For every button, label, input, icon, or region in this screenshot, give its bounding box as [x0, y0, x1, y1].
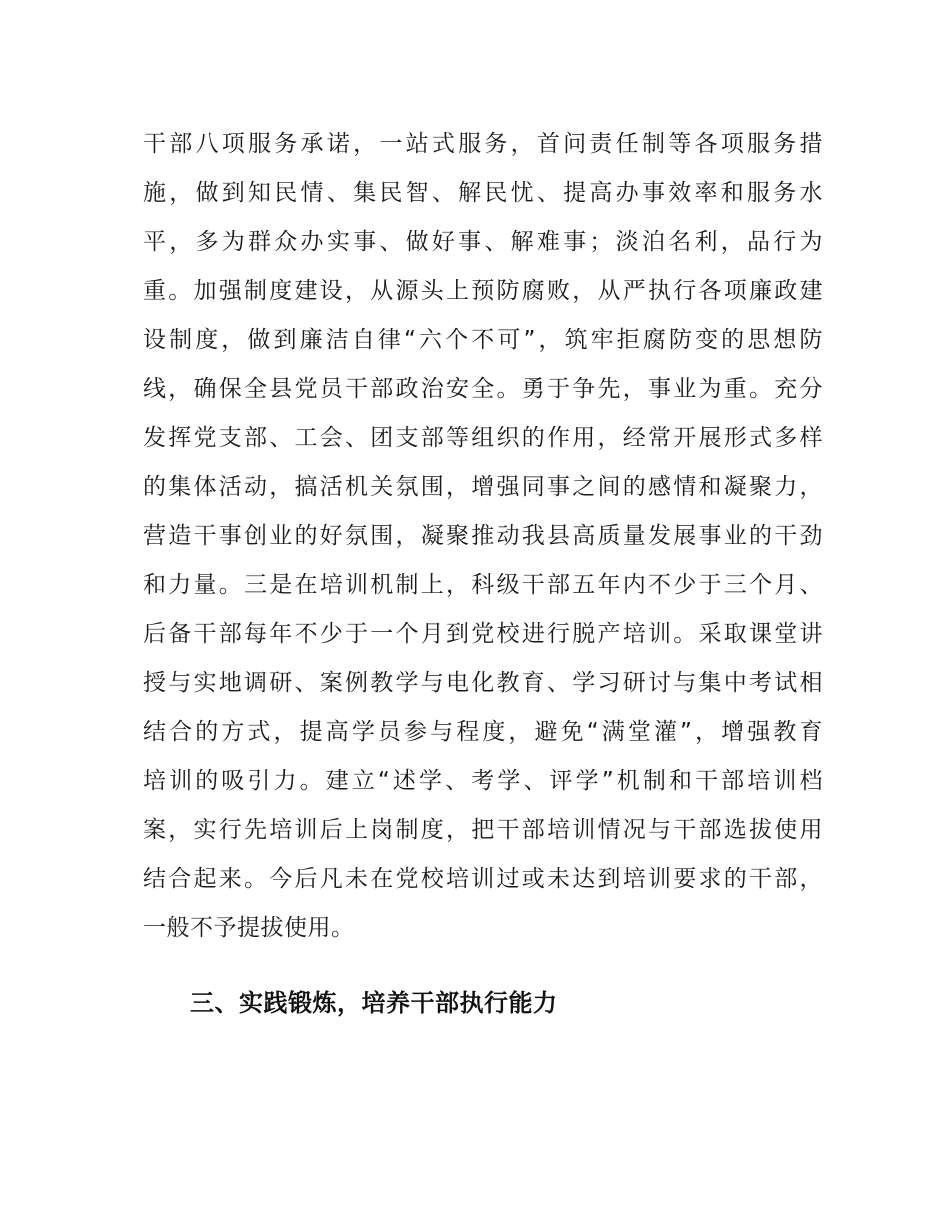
text-line: 后备干部每年不少于一个月到党校进行脱产培训。采取课堂讲 [143, 621, 823, 647]
text-line: 培训的吸引力。建立“述学、考学、评学”机制和干部培训档 [143, 768, 823, 794]
text-line: 和力量。三是在培训机制上，科级干部五年内不少于三个月、 [143, 572, 823, 598]
text-line: 的集体活动，搞活机关氛围，增强同事之间的感情和凝聚力， [143, 474, 823, 500]
text-line: 干部八项服务承诺，一站式服务，首问责任制等各项服务措 [143, 131, 823, 157]
text-line: 施，做到知民情、集民智、解民忧、提高办事效率和服务水 [143, 180, 823, 206]
text-line: 线，确保全县党员干部政治安全。勇于争先，事业为重。充分 [143, 376, 823, 402]
text-line: 授与实地调研、案例教学与电化教育、学习研讨与集中考试相 [143, 670, 823, 696]
text-line: 一般不予提拔使用。 [143, 915, 355, 941]
body-paragraph [143, 120, 823, 953]
text-line: 结合起来。今后凡未在党校培训过或未达到培训要求的干部， [143, 866, 823, 892]
text-line: 设制度，做到廉洁自律“六个不可”，筑牢拒腐防变的思想防 [143, 327, 823, 353]
text-line: 发挥党支部、工会、团支部等组织的作用，经常开展形式多样 [143, 425, 823, 451]
section-heading: 三、实践锻炼，培养干部执行能力 [190, 989, 558, 1017]
text-line: 营造干事创业的好氛围，凝聚推动我县高质量发展事业的干劲 [143, 523, 823, 549]
text-line: 平，多为群众办实事、做好事、解难事；淡泊名利，品行为 [143, 229, 823, 255]
text-line: 结合的方式，提高学员参与程度，避免“满堂灌”，增强教育 [143, 719, 823, 745]
text-line: 重。加强制度建设，从源头上预防腐败，从严执行各项廉政建 [143, 278, 823, 304]
text-line: 案，实行先培训后上岗制度，把干部培训情况与干部选拔使用 [143, 817, 823, 843]
